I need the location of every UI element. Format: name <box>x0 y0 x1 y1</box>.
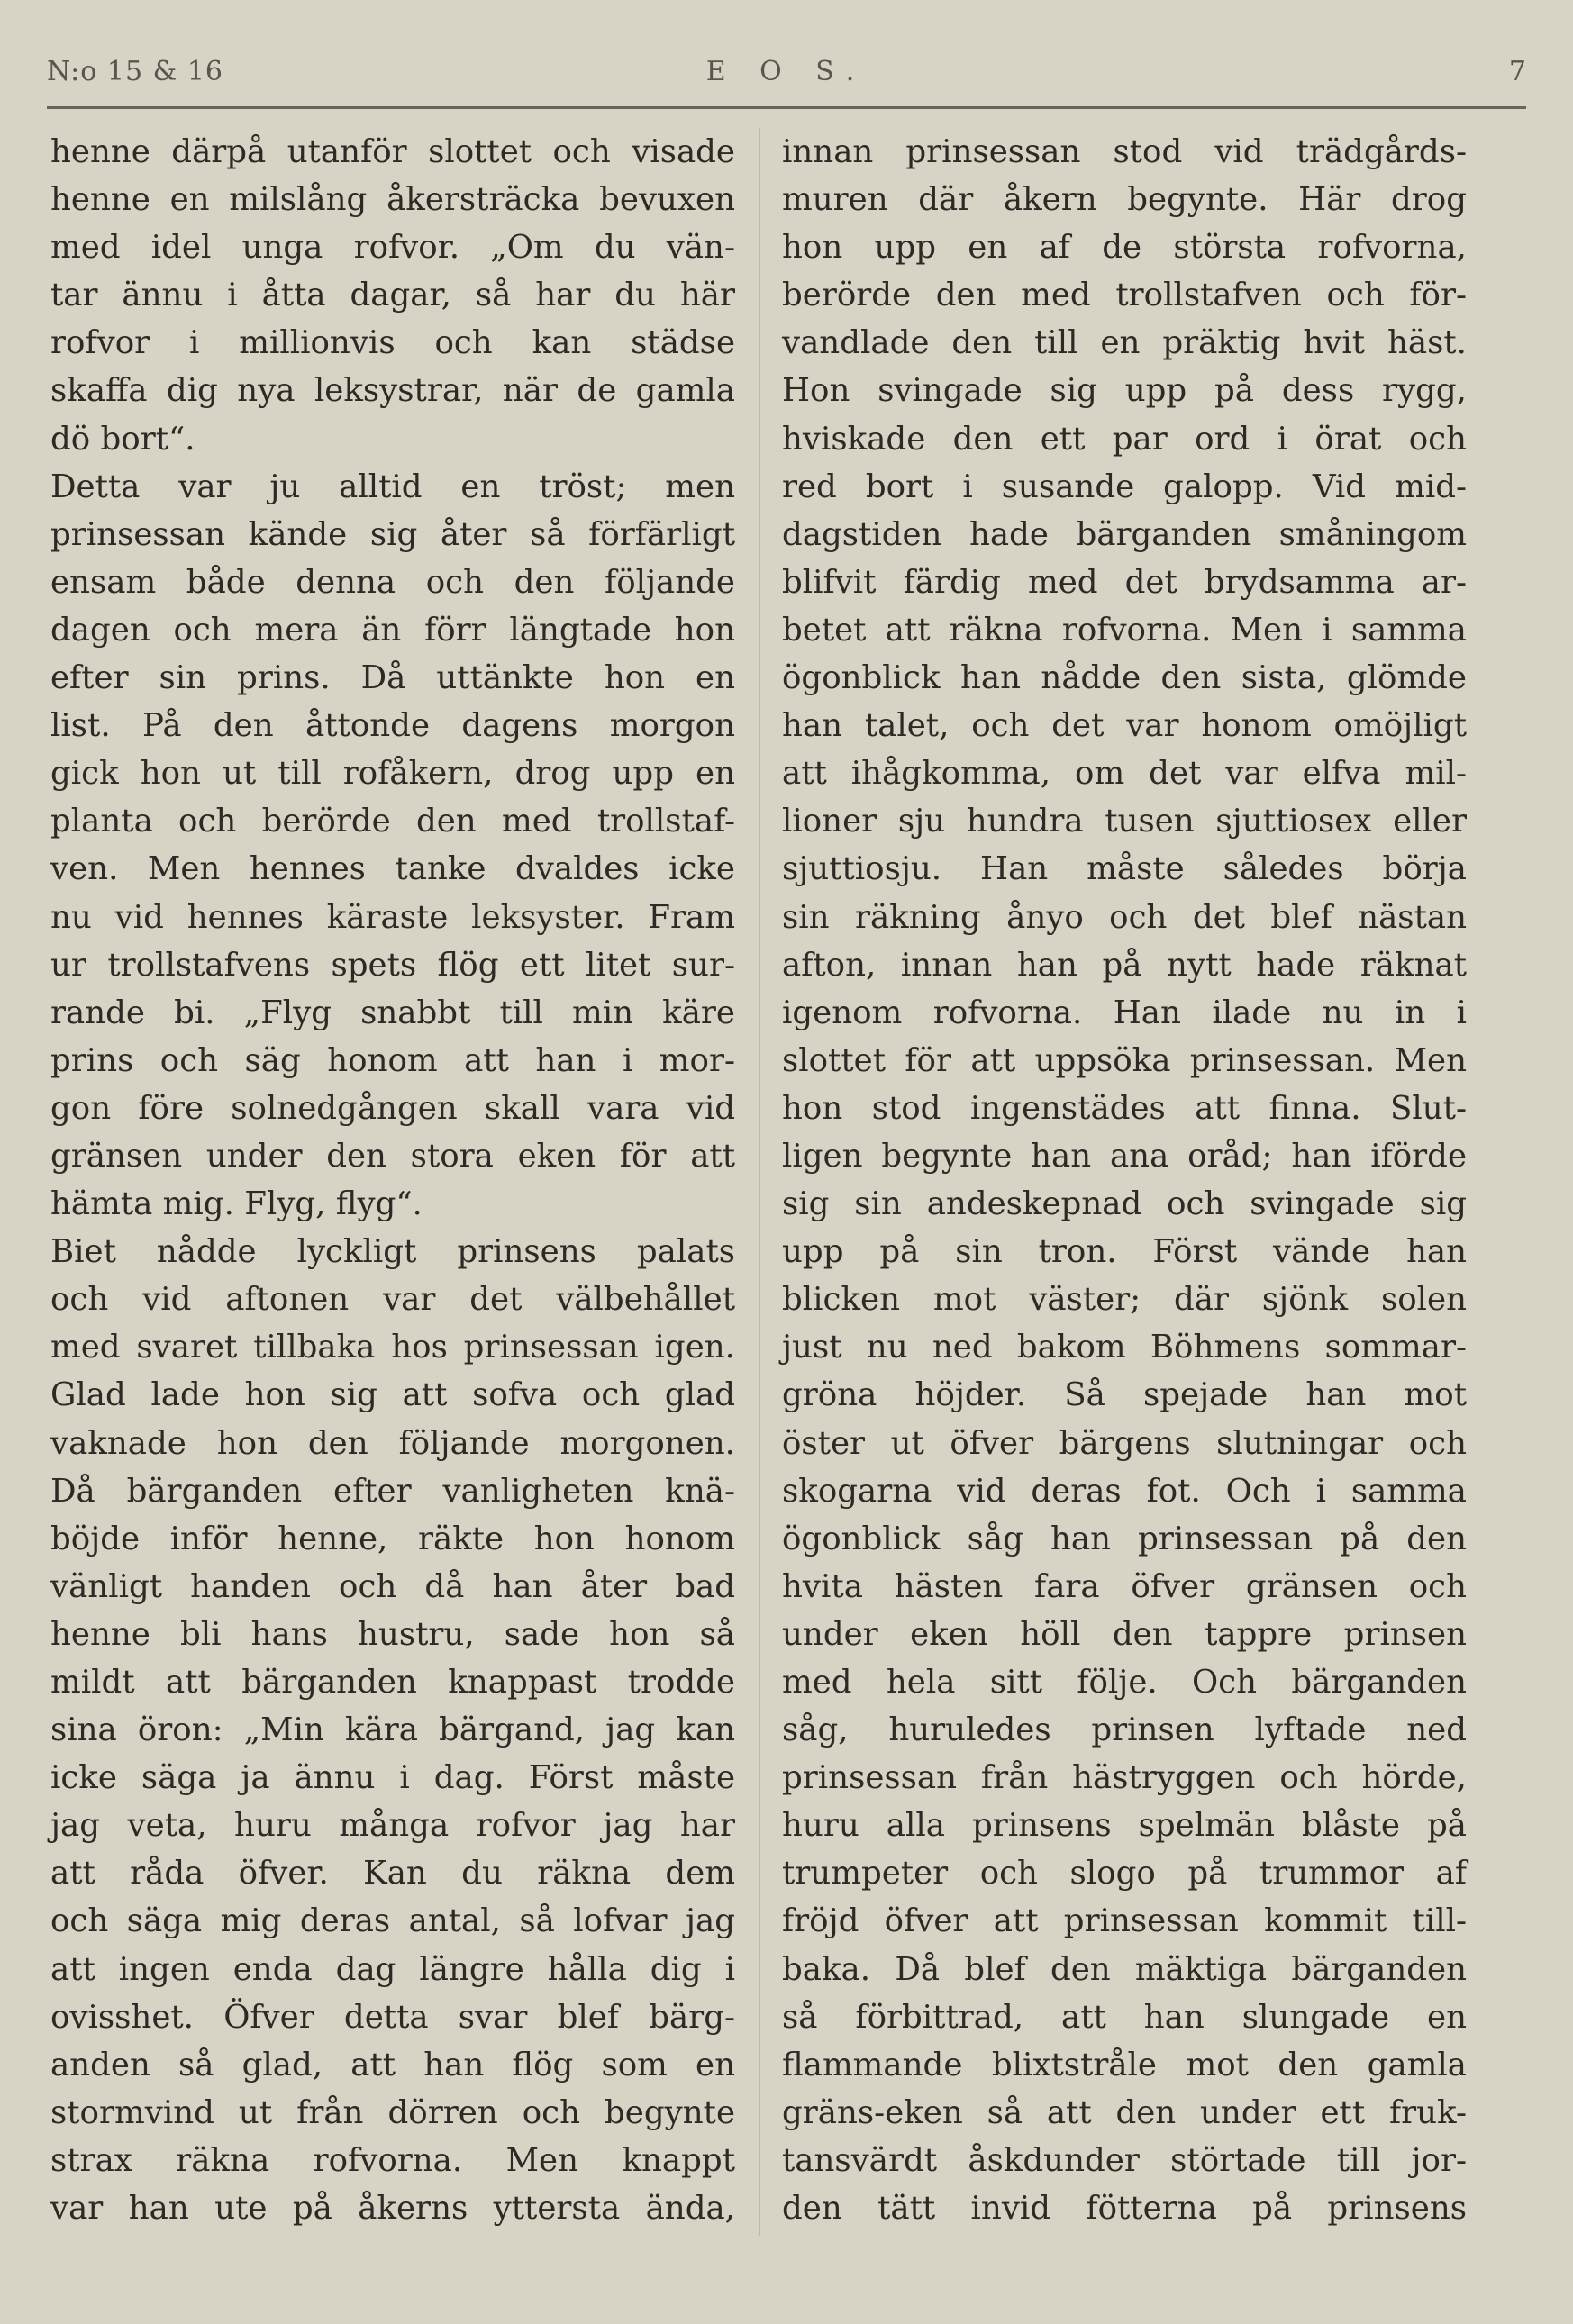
text-line: och säga mig deras antal, så lofvar jag <box>50 1902 735 1940</box>
text-line: rande bi. „Flyg snabbt till min käre <box>50 994 735 1031</box>
text-line: sig sin andeskepnad och svingade sig <box>782 1185 1467 1223</box>
text-line: henne därpå utanför slottet och visade <box>50 133 735 170</box>
text-line: gon före solnedgången skall vara vid <box>50 1089 735 1127</box>
text-line: såg, huruledes prinsen lyftade ned <box>782 1711 1467 1749</box>
text-line: flammande blixtstråle mot den gamla <box>782 2046 1467 2083</box>
publication-title: E O S. <box>705 56 868 87</box>
text-line: jag veta, huru många rofvor jag har <box>50 1807 735 1845</box>
text-line: igenom rofvorna. Han ilade nu in i <box>782 994 1467 1031</box>
text-line: Detta var ju alltid en tröst; men <box>50 468 735 505</box>
text-line: list. På den åttonde dagens morgon <box>50 707 735 745</box>
text-line: gröna höjder. Så spejade han mot <box>782 1376 1467 1414</box>
text-line: baka. Då blef den mäktiga bärganden <box>782 1950 1467 1988</box>
text-line: ur trollstafvens spets flög ett litet sur- <box>50 946 735 984</box>
text-line: tar ännu i åtta dagar, så har du här <box>50 277 735 314</box>
text-line: fröjd öfver att prinsessan kommit till- <box>782 1902 1467 1940</box>
text-line: upp på sin tron. Först vände han <box>782 1233 1467 1271</box>
text-line: red bort i susande galopp. Vid mid- <box>782 468 1467 505</box>
text-line: ven. Men hennes tanke dvaldes icke <box>50 850 735 888</box>
text-line: så förbittrad, att han slungade en <box>782 1998 1467 2036</box>
text-line: sin räkning ånyo och det blef nästan <box>782 898 1467 936</box>
text-line: och vid aftonen var det välbehållet <box>50 1281 735 1319</box>
text-line: ensam både denna och den följande <box>50 563 735 601</box>
issue-number: N:o 15 & 16 <box>47 56 224 87</box>
text-line: rofvor i millionvis och kan städse <box>50 324 735 362</box>
text-line: huru alla prinsens spelmän blåste på <box>782 1807 1467 1845</box>
text-line: stormvind ut från dörren och begynte <box>50 2093 735 2131</box>
text-line: innan prinsessan stod vid trädgårds- <box>782 133 1467 170</box>
text-line: betet att räkna rofvorna. Men i samma <box>782 611 1467 649</box>
text-line: tansvärdt åskdunder störtade till jor- <box>782 2141 1467 2179</box>
text-line: just nu ned bakom Böhmens sommar- <box>782 1329 1467 1366</box>
text-line: gräns-eken så att den under ett fruk- <box>782 2093 1467 2131</box>
text-line: var han ute på åkerns yttersta ända, <box>50 2190 735 2228</box>
text-line: ligen begynte han ana oråd; han iförde <box>782 1137 1467 1175</box>
text-line: strax räkna rofvorna. Men knappt <box>50 2141 735 2179</box>
text-line: planta och berörde den med trollstaf- <box>50 803 735 840</box>
text-line: hon upp en af de största rofvorna, <box>782 229 1467 267</box>
text-line: henne en milslång åkersträcka bevuxen <box>50 181 735 219</box>
text-line: hviskade den ett par ord i örat och <box>782 420 1467 458</box>
text-line: blifvit färdig med det brydsamma ar- <box>782 563 1467 601</box>
text-line: trumpeter och slogo på trummor af <box>782 1855 1467 1893</box>
text-line: anden så glad, att han flög som en <box>50 2046 735 2083</box>
text-column-left <box>50 128 735 2232</box>
text-line: han talet, och det var honom omöjligt <box>782 707 1467 745</box>
text-line: hvita hästen fara öfver gränsen och <box>782 1567 1467 1605</box>
column-divider <box>759 128 760 2236</box>
text-line: hon stod ingenstädes att finna. Slut- <box>782 1089 1467 1127</box>
text-column-right <box>782 128 1467 2232</box>
text-line: Hon svingade sig upp på dess rygg, <box>782 372 1467 410</box>
text-line: nu vid hennes käraste leksyster. Fram <box>50 898 735 936</box>
text-line: vänligt handen och då han åter bad <box>50 1567 735 1605</box>
text-line: slottet för att uppsöka prinsessan. Men <box>782 1041 1467 1079</box>
text-line: gick hon ut till rofåkern, drog upp en <box>50 755 735 793</box>
text-line: den tätt invid fötterna på prinsens <box>782 2190 1467 2228</box>
text-line: att ihågkomma, om det var elfva mil- <box>782 755 1467 793</box>
text-line: prinsessan från hästryggen och hörde, <box>782 1759 1467 1797</box>
text-line: skaffa dig nya leksystrar, när de gamla <box>50 372 735 410</box>
text-line: vaknade hon den följande morgonen. <box>50 1424 735 1462</box>
text-line: berörde den med trollstafven och för- <box>782 277 1467 314</box>
text-line: ovisshet. Öfver detta svar blef bärg- <box>50 1998 735 2036</box>
text-line: blicken mot väster; där sjönk solen <box>782 1281 1467 1319</box>
text-line: mildt att bärganden knappast trodde <box>50 1664 735 1701</box>
text-line: lioner sju hundra tusen sjuttiosex eller <box>782 803 1467 840</box>
text-line: Då bärganden efter vanligheten knä- <box>50 1472 735 1510</box>
text-line: ögonblick han nådde den sista, glömde <box>782 659 1467 697</box>
text-line: dagstiden hade bärganden småningom <box>782 515 1467 553</box>
text-line: med hela sitt följe. Och bärganden <box>782 1664 1467 1701</box>
text-line: med svaret tillbaka hos prinsessan igen. <box>50 1329 735 1366</box>
page-header <box>47 56 1526 110</box>
text-line: böjde inför henne, räkte hon honom <box>50 1520 735 1557</box>
text-line: skogarna vid deras fot. Och i samma <box>782 1472 1467 1510</box>
text-line: ögonblick såg han prinsessan på den <box>782 1520 1467 1557</box>
text-line: muren där åkern begynte. Här drog <box>782 181 1467 219</box>
text-line: att ingen enda dag längre hålla dig i <box>50 1950 735 1988</box>
text-line: vandlade den till en präktig hvit häst. <box>782 324 1467 362</box>
text-line: gränsen under den stora eken för att <box>50 1137 735 1175</box>
text-line: prins och säg honom att han i mor- <box>50 1041 735 1079</box>
text-line: afton, innan han på nytt hade räknat <box>782 946 1467 984</box>
text-line: henne bli hans hustru, sade hon så <box>50 1615 735 1653</box>
header-rule <box>47 106 1526 109</box>
text-line: Glad lade hon sig att sofva och glad <box>50 1376 735 1414</box>
text-line: hämta mig. Flyg, flyg“. <box>50 1185 423 1223</box>
text-line: sjuttiosju. Han måste således börja <box>782 850 1467 888</box>
text-line: dö bort“. <box>50 420 195 458</box>
text-line: under eken höll den tappre prinsen <box>782 1615 1467 1653</box>
text-line: efter sin prins. Då uttänkte hon en <box>50 659 735 697</box>
text-line: med idel unga rofvor. „Om du vän- <box>50 229 735 267</box>
page-number: 7 <box>1508 56 1526 87</box>
text-line: sina öron: „Min kära bärgand, jag kan <box>50 1711 735 1749</box>
text-line: Biet nådde lyckligt prinsens palats <box>50 1233 735 1271</box>
text-line: öster ut öfver bärgens slutningar och <box>782 1424 1467 1462</box>
text-line: prinsessan kände sig åter så förfärligt <box>50 515 735 553</box>
text-line: dagen och mera än förr längtade hon <box>50 611 735 649</box>
text-line: icke säga ja ännu i dag. Först måste <box>50 1759 735 1797</box>
text-line: att råda öfver. Kan du räkna dem <box>50 1855 735 1893</box>
